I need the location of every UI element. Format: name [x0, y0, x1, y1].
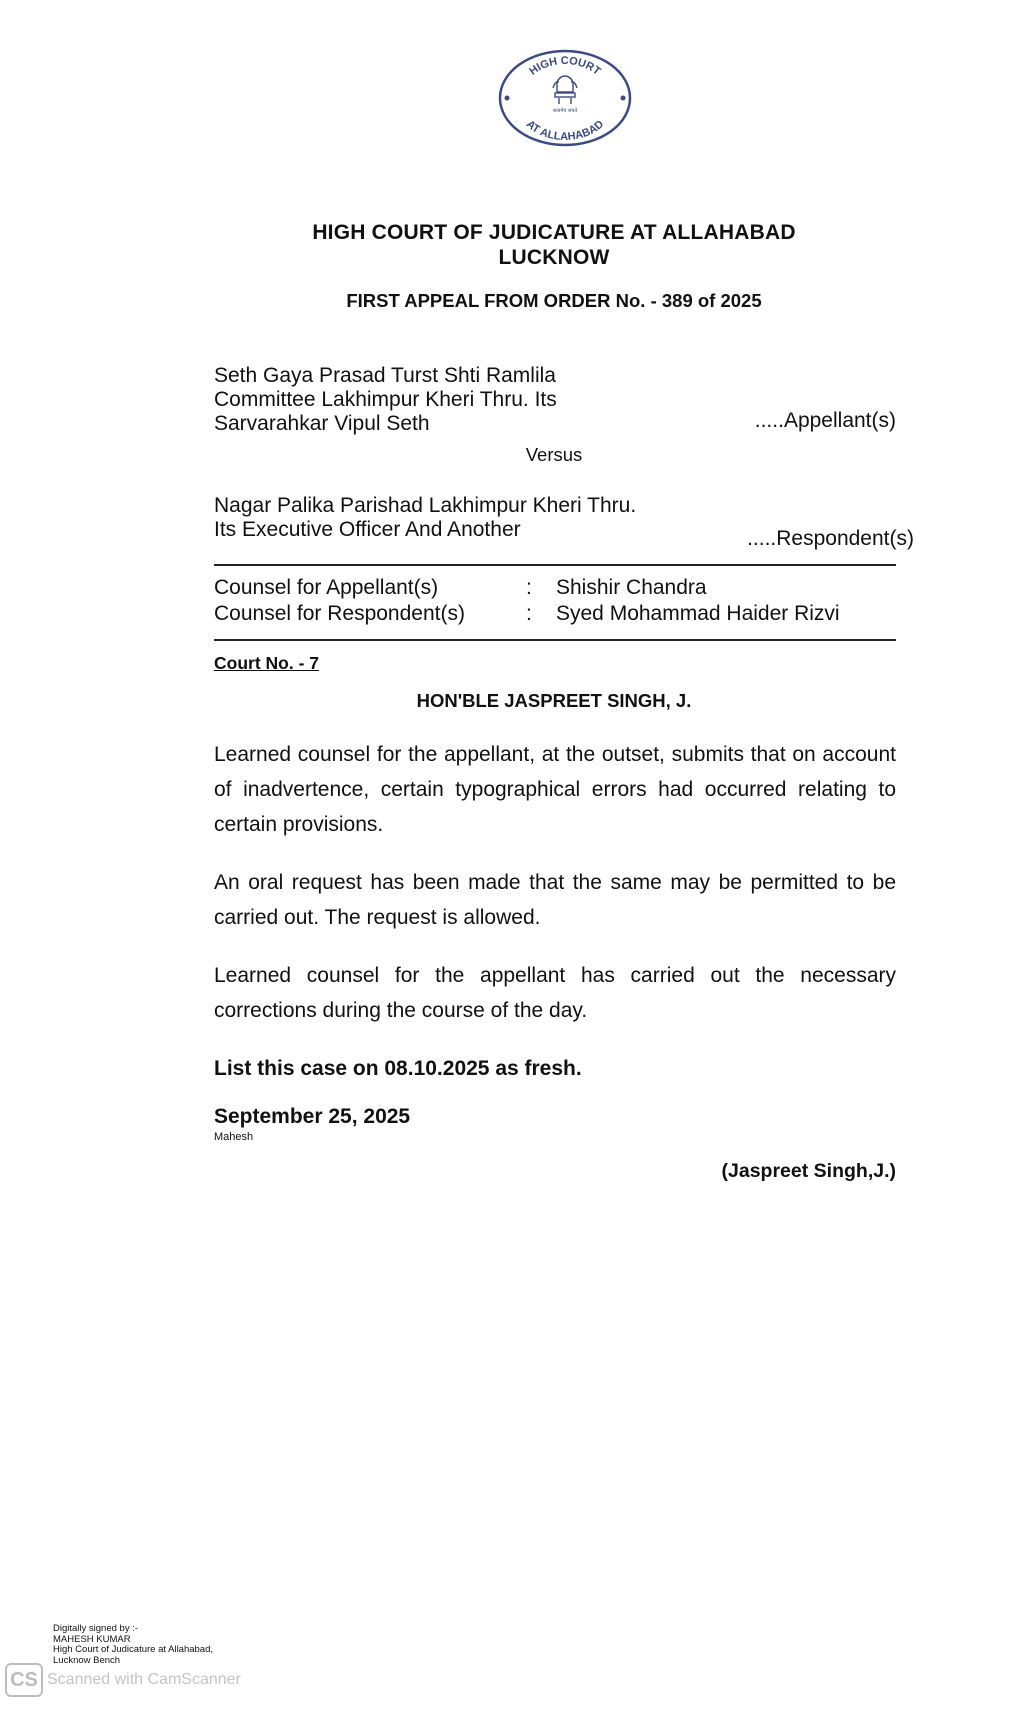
- clerk-name: Mahesh: [214, 1131, 254, 1143]
- counsel-appellant-label: Counsel for Appellant(s): [214, 576, 439, 599]
- appellant-name: Seth Gaya Prasad Turst Shti Ramlila Committee Lakhimpur Kheri Thru. Its Sarvarahkar Vipul Seth: [214, 364, 557, 435]
- counsel-separator: :: [526, 602, 532, 625]
- judge-name: HON'BLE JASPREET SINGH, J.: [416, 690, 692, 711]
- appellant-role: .....Appellant(s): [754, 409, 896, 432]
- seal-top-text: HIGH COURT: [527, 54, 603, 78]
- court-seal: [497, 48, 633, 148]
- judge-signature: (Jaspreet Singh,J.): [721, 1160, 896, 1182]
- listing-direction: List this case on 08.10.2025 as fresh.: [214, 1057, 582, 1080]
- digital-signature-block: Digitally signed by :- MAHESH KUMAR High Court of Judicature at Allahabad, Lucknow Bench: [53, 1623, 214, 1666]
- counsel-appellant-name: Shishir Chandra: [556, 576, 707, 599]
- order-paragraph: Learned counsel for the appellant, at the outset, submits that on account of inadvertence, certain typographical errors had occurred relating to certain provisions.: [214, 743, 896, 836]
- camscanner-watermark: Scanned with CamScanner: [47, 1671, 241, 1688]
- bench-name: LUCKNOW: [498, 246, 610, 269]
- court-number: Court No. - 7: [214, 653, 319, 673]
- divider-bottom: [214, 639, 896, 641]
- case-title: FIRST APPEAL FROM ORDER No. - 389 of 2025: [346, 290, 762, 311]
- order-date: September 25, 2025: [214, 1105, 411, 1128]
- versus-label: Versus: [525, 444, 583, 465]
- divider-top: [214, 564, 896, 566]
- counsel-respondent-label: Counsel for Respondent(s): [214, 602, 465, 625]
- seal-bottom-text: AT ALLAHABAD: [523, 118, 607, 144]
- court-name: HIGH COURT OF JUDICATURE AT ALLAHABAD: [312, 221, 796, 244]
- respondent-role: .....Respondent(s): [747, 527, 914, 550]
- counsel-respondent-name: Syed Mohammad Haider Rizvi: [556, 602, 840, 625]
- counsel-separator: :: [526, 576, 532, 599]
- seal-motto: सत्यमेव जयते: [552, 108, 578, 114]
- emblem-icon: [553, 76, 577, 104]
- camscanner-logo: CS: [5, 1663, 43, 1697]
- order-paragraph: Learned counsel for the appellant has carried out the necessary corrections during the course of the day.: [214, 964, 896, 1022]
- respondent-name: Nagar Palika Parishad Lakhimpur Kheri Thru. Its Executive Officer And Another: [214, 494, 637, 541]
- order-paragraph: An oral request has been made that the same may be permitted to be carried out. The request is allowed.: [214, 871, 896, 929]
